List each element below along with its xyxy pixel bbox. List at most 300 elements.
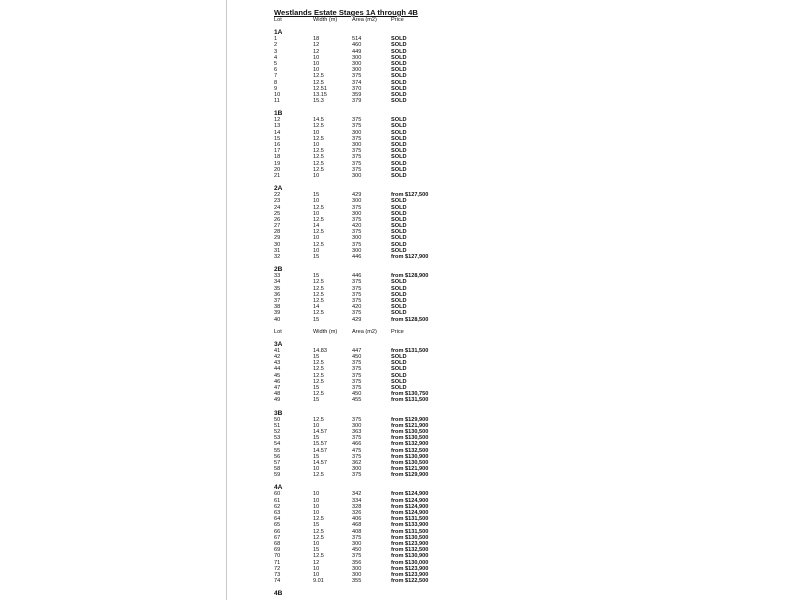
lot-area: 300: [352, 172, 362, 179]
lot-width: 13.15: [313, 91, 327, 98]
lot-area: 356: [352, 559, 362, 566]
lot-width: 12.5: [313, 472, 324, 479]
lot-number: 11: [274, 98, 280, 105]
lot-area: 375: [352, 291, 362, 298]
lot-area: 375: [352, 297, 362, 304]
lot-number: 46: [274, 378, 281, 385]
lot-area: 375: [352, 229, 362, 236]
lot-area: 446: [352, 273, 362, 280]
lot-number: 44: [274, 366, 281, 373]
lot-price: from $129,900: [391, 416, 429, 423]
lot-price: SOLD: [391, 67, 407, 74]
lot-width: 18: [313, 36, 320, 43]
lot-price: from $130,500: [391, 435, 429, 442]
lot-price: SOLD: [391, 85, 407, 92]
lot-width: 12.5: [313, 123, 324, 130]
lot-number: 22: [274, 192, 281, 199]
lot-width: 15.3: [313, 98, 324, 105]
lot-number: 53: [274, 435, 281, 442]
lot-area: 375: [352, 135, 362, 142]
lot-number: 6: [274, 67, 278, 74]
lot-area: 300: [352, 60, 362, 67]
lot-number: 62: [274, 503, 281, 510]
lot-number: 65: [274, 522, 281, 529]
lot-number: 70: [274, 553, 281, 560]
lot-price: SOLD: [391, 229, 407, 236]
lot-width: 14.5: [313, 117, 324, 124]
lot-price: SOLD: [391, 117, 407, 124]
lot-price: from $124,900: [391, 491, 429, 498]
lot-area: 334: [352, 497, 362, 504]
lot-width: 10: [313, 210, 320, 217]
lot-area: 300: [352, 540, 362, 547]
lot-price: from $130,000: [391, 559, 429, 566]
stage-heading: 1B: [274, 110, 283, 118]
lot-number: 66: [274, 528, 281, 535]
lot-width: 15: [313, 397, 320, 404]
lot-price: SOLD: [391, 366, 407, 373]
lot-price: SOLD: [391, 216, 407, 223]
lot-number: 20: [274, 166, 281, 173]
lot-row: [274, 317, 514, 323]
lot-number: 40: [274, 316, 281, 323]
lot-number: 34: [274, 279, 281, 286]
lot-area: 375: [352, 472, 362, 479]
lot-area: 374: [352, 79, 362, 86]
header-price: Price: [391, 328, 404, 335]
lot-area: 300: [352, 565, 362, 572]
lot-price: SOLD: [391, 148, 407, 155]
header-width: Width (m): [313, 328, 338, 335]
lot-price: SOLD: [391, 360, 407, 367]
lot-width: 12.51: [313, 85, 327, 92]
lot-price: from $132,900: [391, 441, 429, 448]
lot-price: SOLD: [391, 310, 407, 317]
header-width: Width (m): [313, 17, 338, 23]
lot-width: 12.5: [313, 154, 324, 161]
lot-number: 56: [274, 453, 281, 460]
stage-heading: 2A: [274, 185, 283, 193]
lot-area: 375: [352, 416, 362, 423]
lot-number: 50: [274, 416, 281, 423]
lot-area: 455: [352, 397, 362, 404]
lot-price: from $130,500: [391, 534, 429, 541]
lot-price: SOLD: [391, 142, 407, 148]
lot-area: 447: [352, 347, 362, 354]
lot-area: 300: [352, 129, 362, 136]
lot-area: 375: [352, 73, 362, 80]
lot-number: 41: [274, 347, 281, 354]
header-lot: Lot: [274, 17, 282, 23]
lot-number: 18: [274, 154, 281, 161]
lot-area: 362: [352, 459, 362, 466]
lot-width: 12.5: [313, 378, 324, 385]
lot-price: SOLD: [391, 73, 407, 80]
lot-width: 15: [313, 192, 320, 199]
lot-price: SOLD: [391, 42, 407, 49]
lot-width: 10: [313, 60, 320, 67]
lot-price: SOLD: [391, 297, 407, 304]
lot-width: 12.5: [313, 79, 324, 86]
lot-area: 375: [352, 148, 362, 155]
lot-area: 375: [352, 385, 362, 391]
lot-number: 38: [274, 304, 281, 311]
lot-area: 375: [352, 117, 362, 124]
lot-width: 10: [313, 247, 320, 254]
lot-price: SOLD: [391, 279, 407, 286]
column-header-row-repeat: [274, 329, 514, 335]
lot-width: 12.5: [313, 73, 324, 80]
lot-price: SOLD: [391, 223, 407, 230]
lot-width: 12: [313, 559, 320, 566]
lot-number: 27: [274, 223, 281, 230]
lot-price: from $124,900: [391, 510, 429, 516]
lot-width: 15.57: [313, 441, 327, 448]
lot-row: [274, 397, 514, 403]
lot-area: 363: [352, 428, 362, 435]
lot-area: 375: [352, 553, 362, 560]
lot-number: 48: [274, 391, 281, 398]
lot-price: SOLD: [391, 135, 407, 142]
lot-price: SOLD: [391, 54, 407, 61]
lot-width: 10: [313, 67, 320, 74]
lot-price: from $127,900: [391, 254, 429, 260]
lot-width: 14: [313, 223, 320, 230]
lot-width: 12.5: [313, 366, 324, 373]
lot-price: SOLD: [391, 154, 407, 161]
lot-area: 300: [352, 210, 362, 217]
lot-area: 468: [352, 522, 362, 529]
lot-width: 12.5: [313, 416, 324, 423]
stage-heading: 1A: [274, 29, 283, 37]
lot-number: 25: [274, 210, 281, 217]
lot-price: SOLD: [391, 60, 407, 67]
lot-width: 15: [313, 435, 320, 442]
lot-area: 450: [352, 547, 362, 554]
lot-number: 17: [274, 148, 281, 155]
lot-price: SOLD: [391, 79, 407, 86]
lot-area: 300: [352, 54, 362, 61]
lot-width: 14: [313, 304, 320, 311]
lot-area: 375: [352, 204, 362, 211]
stage-heading: 4A: [274, 484, 283, 492]
lot-area: 429: [352, 192, 362, 199]
lot-area: 300: [352, 142, 362, 148]
lot-number: 19: [274, 160, 281, 167]
lot-number: 64: [274, 516, 281, 523]
lot-number: 28: [274, 229, 281, 236]
lot-number: 36: [274, 291, 281, 298]
lot-area: 375: [352, 453, 362, 460]
lot-area: 375: [352, 372, 362, 379]
lot-width: 10: [313, 142, 320, 148]
lot-number: 58: [274, 466, 281, 473]
lot-number: 45: [274, 372, 281, 379]
lot-width: 10: [313, 466, 320, 473]
stage-heading: 4B: [274, 590, 283, 598]
lot-width: 10: [313, 129, 320, 136]
header-lot: Lot: [274, 328, 282, 335]
lot-width: 10: [313, 497, 320, 504]
lot-area: 370: [352, 85, 362, 92]
lot-width: 12.5: [313, 216, 324, 223]
lot-price: from $121,900: [391, 422, 429, 429]
lot-area: 300: [352, 67, 362, 74]
lot-area: 375: [352, 241, 362, 248]
lot-width: 10: [313, 503, 320, 510]
lot-number: 13: [274, 123, 281, 130]
lot-area: 375: [352, 366, 362, 373]
lot-area: 450: [352, 354, 362, 361]
lot-width: 10: [313, 198, 320, 205]
lot-number: 14: [274, 129, 281, 136]
lot-price: from $131,500: [391, 397, 429, 404]
lot-price: SOLD: [391, 198, 407, 205]
lot-number: 9: [274, 85, 278, 92]
lot-price: SOLD: [391, 378, 407, 385]
lot-width: 10: [313, 54, 320, 61]
lot-width: 12: [313, 48, 320, 55]
lot-width: 12.5: [313, 160, 324, 167]
lot-width: 15: [313, 453, 320, 460]
lot-number: 61: [274, 497, 281, 504]
lot-price: from $130,750: [391, 391, 429, 398]
lot-area: 375: [352, 534, 362, 541]
document-title: Westlands Estate Stages 1A through 4B: [274, 8, 418, 17]
lot-price: from $131,500: [391, 528, 429, 535]
lot-width: 14.57: [313, 447, 327, 454]
lot-number: 2: [274, 42, 278, 49]
lot-width: 12.5: [313, 291, 324, 298]
lot-width: 14.57: [313, 428, 327, 435]
lot-number: 33: [274, 273, 281, 280]
lot-area: 300: [352, 235, 362, 242]
lot-price: SOLD: [391, 304, 407, 311]
lot-number: 68: [274, 540, 281, 547]
stage-heading: 2B: [274, 266, 283, 274]
lot-price: SOLD: [391, 210, 407, 217]
viewer-divider: [226, 0, 227, 600]
lot-width: 9.01: [313, 578, 324, 585]
lot-number: 23: [274, 198, 281, 205]
lot-area: 460: [352, 42, 362, 49]
lot-area: 375: [352, 154, 362, 161]
header-area: Area (m2): [352, 328, 377, 335]
lot-area: 300: [352, 247, 362, 254]
lot-number: 71: [274, 559, 281, 566]
lot-number: 51: [274, 422, 281, 429]
lot-width: 15: [313, 354, 320, 361]
lot-width: 12.5: [313, 279, 324, 286]
lot-width: 12.5: [313, 148, 324, 155]
lot-number: 69: [274, 547, 281, 554]
lot-area: 379: [352, 98, 362, 105]
lot-number: 55: [274, 447, 281, 454]
lot-number: 24: [274, 204, 281, 211]
lot-number: 7: [274, 73, 278, 80]
lot-area: 429: [352, 316, 362, 323]
lot-price: from $130,500: [391, 428, 429, 435]
lot-price: SOLD: [391, 291, 407, 298]
lot-price: SOLD: [391, 123, 407, 130]
lot-width: 10: [313, 571, 320, 578]
header-price: Price: [391, 17, 404, 23]
lot-width: 15: [313, 316, 320, 323]
lot-number: 26: [274, 216, 281, 223]
lot-width: 15: [313, 522, 320, 529]
lot-width: 12.5: [313, 241, 324, 248]
lot-price: from $124,900: [391, 497, 429, 504]
lot-price: from $128,900: [391, 273, 429, 280]
lot-row: [274, 254, 514, 260]
lot-number: 12: [274, 117, 281, 124]
lot-price: SOLD: [391, 172, 407, 179]
lot-price: from $128,500: [391, 316, 429, 323]
lot-area: 300: [352, 198, 362, 205]
lot-price: SOLD: [391, 129, 407, 136]
lot-price: from $124,900: [391, 503, 429, 510]
lot-number: 74: [274, 578, 281, 585]
lot-area: 300: [352, 422, 362, 429]
lot-area: 375: [352, 285, 362, 292]
lot-area: 406: [352, 516, 362, 523]
lot-width: 10: [313, 540, 320, 547]
lot-width: 12.5: [313, 391, 324, 398]
lot-width: 12: [313, 42, 320, 49]
lot-width: 10: [313, 422, 320, 429]
lot-width: 10: [313, 565, 320, 572]
lot-number: 54: [274, 441, 281, 448]
lot-price: from $132,500: [391, 547, 429, 554]
lot-row: [274, 173, 514, 179]
lot-number: 32: [274, 254, 281, 260]
lot-number: 43: [274, 360, 281, 367]
document-page: [274, 8, 514, 597]
lot-number: 37: [274, 297, 281, 304]
lot-number: 72: [274, 565, 281, 572]
lot-area: 446: [352, 254, 362, 260]
lot-area: 420: [352, 304, 362, 311]
lot-area: 326: [352, 510, 362, 516]
header-area: Area (m2): [352, 17, 377, 23]
column-header-row: [274, 17, 514, 23]
lot-area: 359: [352, 91, 362, 98]
lot-price: SOLD: [391, 372, 407, 379]
lot-price: SOLD: [391, 166, 407, 173]
lot-area: 355: [352, 578, 362, 585]
lot-area: 514: [352, 36, 362, 43]
lot-number: 47: [274, 385, 281, 391]
lot-number: 35: [274, 285, 281, 292]
lot-price: from $122,500: [391, 578, 429, 585]
lot-width: 12.5: [313, 360, 324, 367]
lot-number: 60: [274, 491, 281, 498]
lot-area: 450: [352, 391, 362, 398]
lot-area: 375: [352, 166, 362, 173]
lot-width: 10: [313, 172, 320, 179]
lot-width: 12.5: [313, 528, 324, 535]
lot-price: from $127,500: [391, 192, 429, 199]
lot-number: 4: [274, 54, 278, 61]
lot-number: 21: [274, 172, 281, 179]
lot-number: 63: [274, 510, 281, 516]
lot-area: 408: [352, 528, 362, 535]
lot-width: 10: [313, 510, 320, 516]
lot-width: 10: [313, 235, 320, 242]
lot-number: 67: [274, 534, 281, 541]
lot-area: 375: [352, 216, 362, 223]
lot-number: 29: [274, 235, 281, 242]
lot-width: 12.5: [313, 310, 324, 317]
lot-width: 12.5: [313, 516, 324, 523]
lot-area: 375: [352, 160, 362, 167]
lot-width: 10: [313, 491, 320, 498]
lot-number: 16: [274, 142, 281, 148]
lot-area: 375: [352, 435, 362, 442]
lot-number: 52: [274, 428, 281, 435]
lot-number: 31: [274, 247, 281, 254]
lot-price: from $129,900: [391, 472, 429, 479]
lot-number: 1: [274, 36, 278, 43]
stage-heading: 3A: [274, 340, 283, 348]
lot-price: SOLD: [391, 36, 407, 43]
stages-list: [274, 29, 514, 597]
lot-number: 57: [274, 459, 281, 466]
lot-row: [274, 98, 514, 104]
stage-heading: 3B: [274, 409, 283, 417]
lot-price: SOLD: [391, 385, 407, 391]
lot-area: 375: [352, 279, 362, 286]
lot-width: 12.5: [313, 135, 324, 142]
lot-price: SOLD: [391, 285, 407, 292]
lot-width: 14.83: [313, 347, 327, 354]
lot-number: 49: [274, 397, 281, 404]
lot-width: 12.5: [313, 372, 324, 379]
lot-width: 12.5: [313, 229, 324, 236]
lot-area: 328: [352, 503, 362, 510]
lot-price: from $130,500: [391, 459, 429, 466]
lot-area: 300: [352, 571, 362, 578]
lot-number: 42: [274, 354, 281, 361]
lot-number: 3: [274, 48, 278, 55]
lot-width: 12.5: [313, 204, 324, 211]
lot-price: from $121,900: [391, 466, 429, 473]
lot-number: 10: [274, 91, 281, 98]
lot-width: 14.57: [313, 459, 327, 466]
lot-price: SOLD: [391, 48, 407, 55]
lot-area: 449: [352, 48, 362, 55]
lot-number: 73: [274, 571, 281, 578]
lot-price: from $131,500: [391, 516, 429, 523]
lot-price: from $123,900: [391, 540, 429, 547]
lot-area: 466: [352, 441, 362, 448]
lot-price: SOLD: [391, 235, 407, 242]
lot-area: 375: [352, 378, 362, 385]
lot-area: 375: [352, 310, 362, 317]
lot-price: SOLD: [391, 354, 407, 361]
lot-area: 420: [352, 223, 362, 230]
lot-price: from $132,500: [391, 447, 429, 454]
lot-price: from $123,900: [391, 565, 429, 572]
lot-price: SOLD: [391, 160, 407, 167]
lot-width: 15: [313, 254, 320, 260]
lot-price: from $131,500: [391, 347, 429, 354]
lot-price: SOLD: [391, 98, 407, 105]
lot-area: 300: [352, 466, 362, 473]
lot-number: 8: [274, 79, 278, 86]
lot-width: 12.5: [313, 553, 324, 560]
lot-area: 375: [352, 360, 362, 367]
